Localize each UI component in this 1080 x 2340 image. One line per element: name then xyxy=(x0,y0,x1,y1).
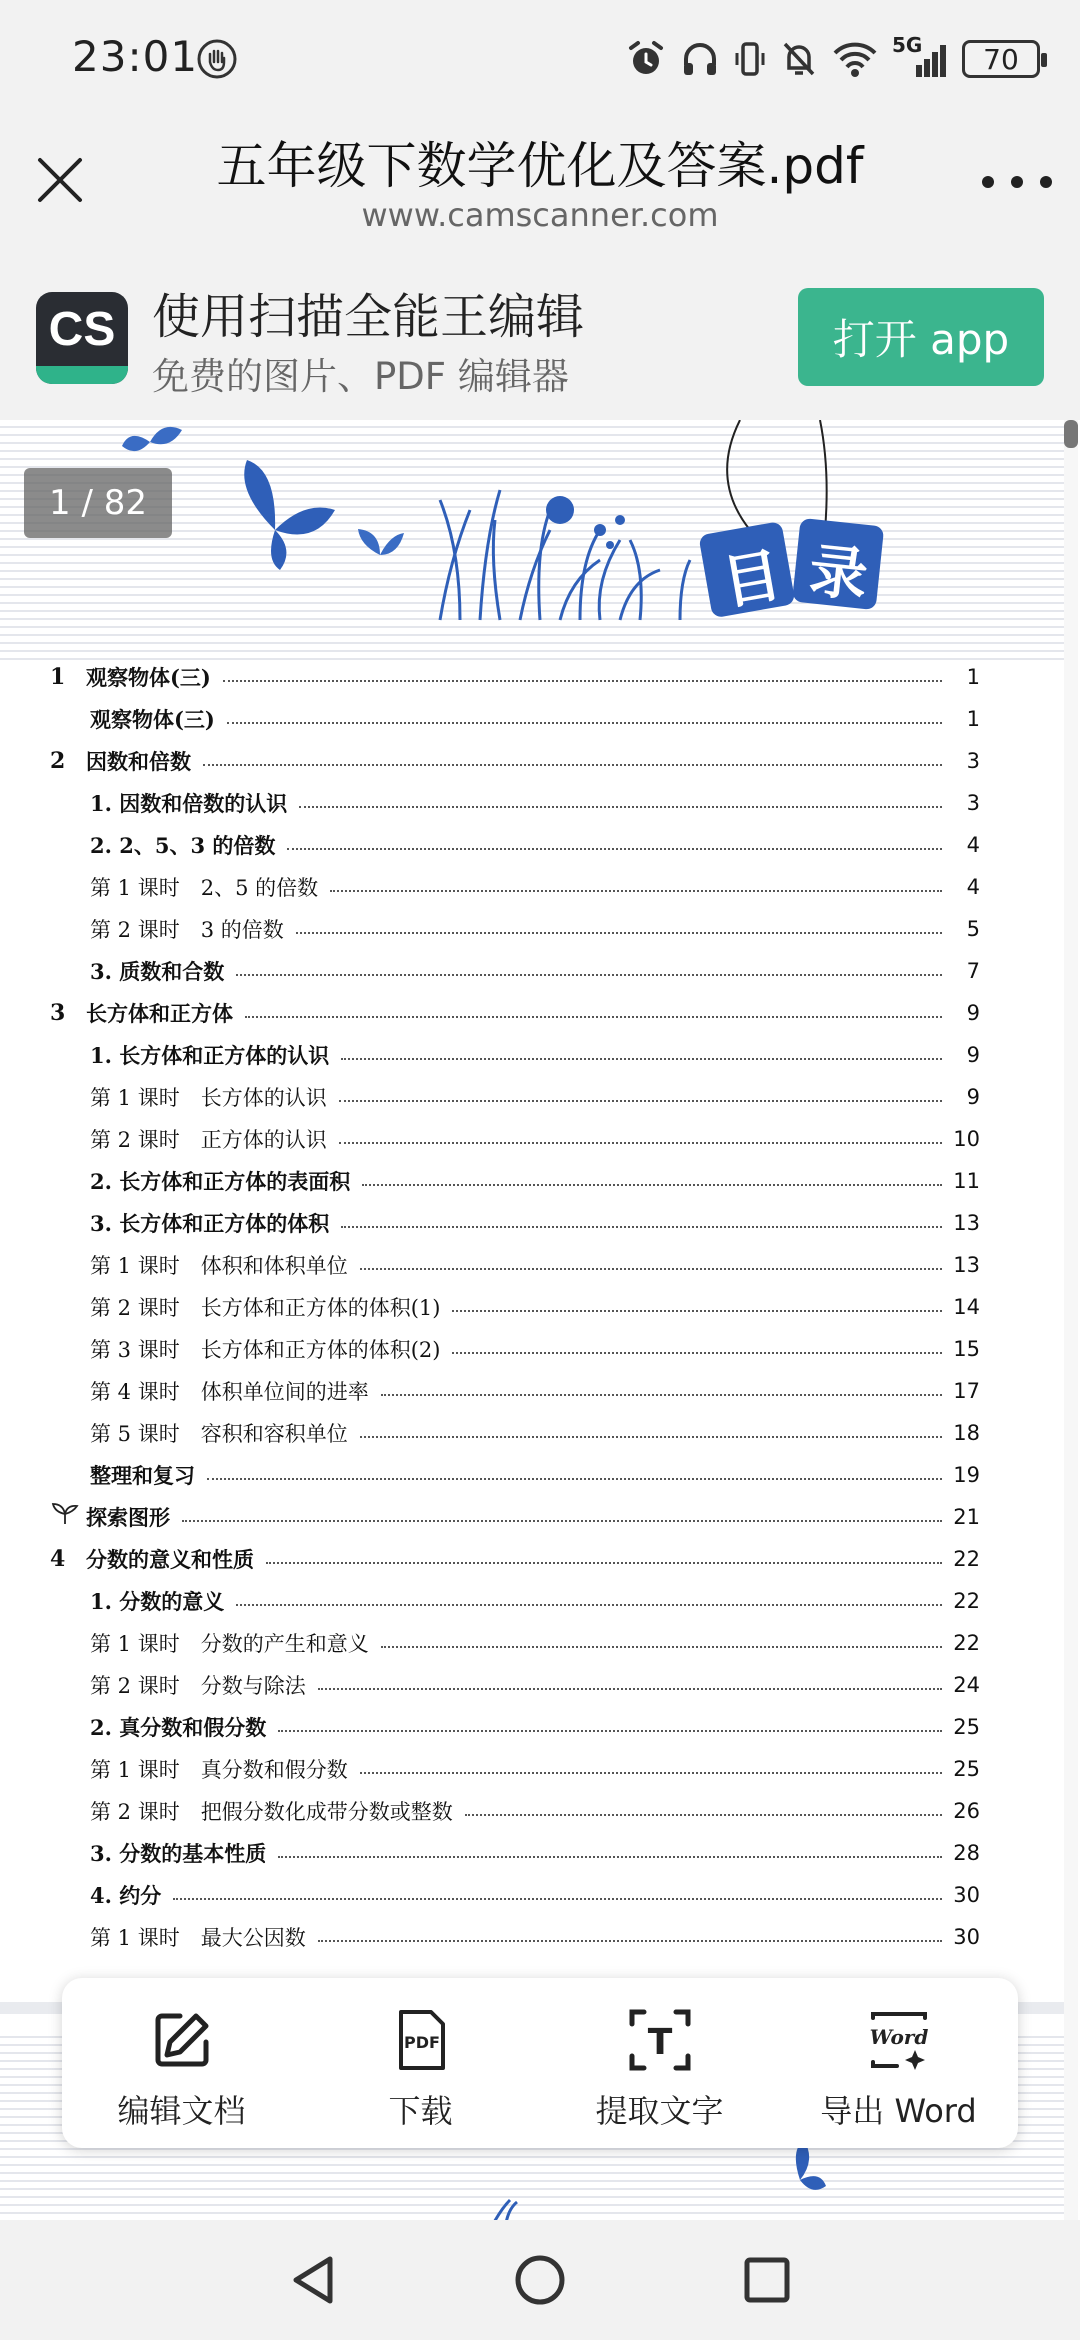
toc-leader-dots xyxy=(341,1226,942,1228)
toc-entry-label: 第 1 课时 分数的产生和意义 xyxy=(90,1632,369,1656)
toc-row[interactable] xyxy=(50,1202,980,1244)
toc-entry-label: 第 1 课时 真分数和假分数 xyxy=(90,1758,348,1782)
toc-entry-label: 2. 2、5、3 的倍数 xyxy=(90,833,276,858)
toc-leader-dots xyxy=(182,1520,942,1522)
toc-leader-dots xyxy=(299,806,942,808)
toc-entry-label: 因数和倍数 xyxy=(86,749,191,774)
headphones-icon xyxy=(680,39,720,79)
toc-page-number: 25 xyxy=(953,1715,980,1739)
toc-page-number: 13 xyxy=(953,1253,980,1277)
document-title: 五年级下数学优化及答案.pdf xyxy=(216,137,864,195)
hand-icon xyxy=(196,38,238,80)
toc-page-number: 9 xyxy=(966,1085,980,1109)
toc-page-number: 3 xyxy=(966,749,980,773)
toc-leader-dots xyxy=(339,1142,942,1144)
toc-leader-dots xyxy=(223,680,942,682)
export-word-label: 导出 Word xyxy=(820,2092,977,2130)
toc-leader-dots xyxy=(278,1856,942,1858)
back-triangle-icon xyxy=(288,2253,338,2307)
toc-leader-dots xyxy=(227,722,942,724)
toc-row[interactable] xyxy=(50,1118,980,1160)
toc-page-number: 19 xyxy=(953,1463,980,1487)
toc-row[interactable] xyxy=(50,1874,980,1916)
toc-page-number: 22 xyxy=(953,1547,980,1571)
toc-entry-label: 3. 分数的基本性质 xyxy=(90,1841,267,1866)
more-options-button[interactable] xyxy=(982,162,1052,202)
toc-entry-label: 1. 长方体和正方体的认识 xyxy=(90,1043,330,1068)
close-icon[interactable] xyxy=(30,150,90,210)
toc-row[interactable] xyxy=(50,1664,980,1706)
toc-entry-label: 第 2 课时 分数与除法 xyxy=(90,1674,306,1698)
toc-entry-label: 第 4 课时 体积单位间的进率 xyxy=(90,1380,369,1404)
toc-row[interactable] xyxy=(50,1748,980,1790)
alarm-icon xyxy=(626,39,666,79)
toc-entry-label: 第 2 课时 长方体和正方体的体积(1) xyxy=(90,1296,441,1320)
toc-row[interactable] xyxy=(50,908,980,950)
toc-row[interactable] xyxy=(50,1538,980,1580)
toc-row[interactable] xyxy=(50,1454,980,1496)
toc-page-number: 11 xyxy=(953,1169,980,1193)
toc-page-number: 30 xyxy=(953,1925,980,1949)
toc-entry-label: 第 2 课时 把假分数化成带分数或整数 xyxy=(90,1800,453,1824)
vibrate-icon xyxy=(734,39,766,79)
toc-entry-label: 2. 真分数和假分数 xyxy=(90,1715,267,1740)
action-toolbar xyxy=(62,1978,1018,2148)
toc-leader-dots xyxy=(278,1730,942,1732)
toc-row[interactable] xyxy=(50,740,980,782)
title-bar xyxy=(0,120,1080,250)
toc-page-number: 30 xyxy=(953,1883,980,1907)
toc-row[interactable] xyxy=(50,1706,980,1748)
toc-chapter-number xyxy=(50,1502,86,1532)
toc-row[interactable] xyxy=(50,1076,980,1118)
cellular-signal xyxy=(892,33,948,79)
toc-row[interactable] xyxy=(50,1160,980,1202)
more-dot-icon xyxy=(1011,176,1023,188)
toc-entry-label: 第 1 课时 长方体的认识 xyxy=(90,1086,327,1110)
export-word-button[interactable] xyxy=(779,1978,1018,2148)
more-dot-icon xyxy=(982,176,994,188)
recents-square-icon xyxy=(742,2255,792,2305)
toc-leader-dots xyxy=(287,848,942,850)
toc-page-number: 7 xyxy=(966,959,980,983)
back-button[interactable] xyxy=(283,2250,343,2310)
toc-page-number: 26 xyxy=(953,1799,980,1823)
pdf-download-icon xyxy=(389,2008,453,2072)
wifi-icon xyxy=(832,39,878,79)
toc-entry-label: 3. 长方体和正方体的体积 xyxy=(90,1211,330,1236)
toc-row[interactable] xyxy=(50,1622,980,1664)
butterfly-icon xyxy=(122,427,182,451)
toc-row[interactable] xyxy=(50,1244,980,1286)
toc-leader-dots xyxy=(236,974,942,976)
toc-page-number: 22 xyxy=(953,1631,980,1655)
edit-icon xyxy=(150,2008,214,2072)
pdf-document-view[interactable] xyxy=(0,420,1080,2220)
home-button[interactable] xyxy=(510,2250,570,2310)
toc-row[interactable] xyxy=(50,866,980,908)
toc-leader-dots xyxy=(207,1478,942,1480)
toc-entry-label: 第 1 课时 体积和体积单位 xyxy=(90,1254,348,1278)
toc-leader-dots xyxy=(452,1352,942,1354)
toc-entry-label: 第 1 课时 最大公因数 xyxy=(90,1926,306,1950)
recents-button[interactable] xyxy=(737,2250,797,2310)
toc-page-number: 21 xyxy=(953,1505,980,1529)
toc-entry-label: 整理和复习 xyxy=(90,1463,195,1488)
toc-leader-dots xyxy=(362,1184,942,1186)
edit-document-button[interactable] xyxy=(62,1978,301,2148)
table-of-contents xyxy=(50,656,980,1958)
toc-page-number: 4 xyxy=(966,875,980,899)
toc-title-char: 目 xyxy=(717,540,787,618)
toc-entry-label: 第 2 课时 3 的倍数 xyxy=(90,918,284,942)
butterfly-icon xyxy=(244,460,335,570)
extract-text-button[interactable] xyxy=(540,1978,779,2148)
toc-row[interactable] xyxy=(50,1916,980,1958)
toc-entry-label: 观察物体(三) xyxy=(90,707,215,732)
toc-leader-dots xyxy=(266,1562,942,1564)
toc-page-number: 14 xyxy=(953,1295,980,1319)
toc-row[interactable] xyxy=(50,698,980,740)
toc-leader-dots xyxy=(339,1100,942,1102)
toc-page-number: 5 xyxy=(966,917,980,941)
toc-row[interactable] xyxy=(50,1580,980,1622)
toc-entry-label: 探索图形 xyxy=(86,1505,170,1530)
toc-page-number: 18 xyxy=(953,1421,980,1445)
toc-chapter-number: 1 xyxy=(50,664,66,690)
toc-page-number: 3 xyxy=(966,791,980,815)
svg-text:T: T xyxy=(647,2022,672,2063)
toc-page-number: 17 xyxy=(953,1379,980,1403)
toc-leader-dots xyxy=(318,1940,942,1942)
toc-row[interactable] xyxy=(50,1412,980,1454)
toc-row[interactable] xyxy=(50,782,980,824)
toc-row[interactable] xyxy=(50,1286,980,1328)
word-export-icon xyxy=(867,2008,931,2072)
battery-indicator xyxy=(962,40,1040,78)
toc-page-number: 1 xyxy=(966,665,980,689)
toc-chapter-number: 3 xyxy=(50,1000,66,1026)
status-time: 23:01 xyxy=(72,32,199,81)
mute-bell-icon xyxy=(780,39,818,79)
toc-entry-label: 第 2 课时 正方体的认识 xyxy=(90,1128,327,1152)
home-circle-icon xyxy=(513,2253,567,2307)
more-dot-icon xyxy=(1040,176,1052,188)
toc-row[interactable] xyxy=(50,992,980,1034)
document-scrollbar[interactable] xyxy=(1064,420,1078,2220)
toc-chapter-number: 2 xyxy=(50,748,66,774)
butterfly-icon xyxy=(358,529,404,555)
toc-page-number: 25 xyxy=(953,1757,980,1781)
toc-leader-dots xyxy=(318,1688,942,1690)
open-app-button[interactable]: 打开 app xyxy=(798,288,1044,386)
extract-text-label: 提取文字 xyxy=(595,2092,724,2130)
download-label: 下载 xyxy=(388,2092,453,2130)
toc-page-number: 22 xyxy=(953,1589,980,1613)
toc-row[interactable] xyxy=(50,1328,980,1370)
toc-entry-label: 3. 质数和合数 xyxy=(90,959,225,984)
system-navigation-bar xyxy=(0,2220,1080,2340)
toc-leader-dots xyxy=(381,1394,942,1396)
toc-page-number: 1 xyxy=(966,707,980,731)
svg-text:PDF: PDF xyxy=(403,2033,440,2052)
sprout-icon xyxy=(50,1502,80,1526)
toc-leader-dots xyxy=(452,1310,942,1312)
toc-leader-dots xyxy=(203,764,942,766)
toc-page-number: 10 xyxy=(953,1127,980,1151)
edit-document-label: 编辑文档 xyxy=(117,2092,246,2130)
toc-page-number: 28 xyxy=(953,1841,980,1865)
toc-row[interactable] xyxy=(50,950,980,992)
toc-leader-dots xyxy=(360,1268,942,1270)
status-icons xyxy=(626,34,1040,84)
toc-row[interactable] xyxy=(50,824,980,866)
app-promo-banner xyxy=(0,250,1080,420)
camscanner-logo xyxy=(36,292,128,384)
toc-page-number: 15 xyxy=(953,1337,980,1361)
toc-leader-dots xyxy=(465,1814,942,1816)
toc-entry-label: 2. 长方体和正方体的表面积 xyxy=(90,1169,351,1194)
toc-title-char: 录 xyxy=(806,536,871,610)
status-bar xyxy=(0,0,1080,120)
flower-illustration xyxy=(546,496,625,549)
toc-row[interactable] xyxy=(50,1790,980,1832)
page-indicator: 1 / 82 xyxy=(24,468,172,538)
battery-level: 70 xyxy=(983,42,1019,76)
network-type: 5G xyxy=(892,33,923,57)
toc-leader-dots xyxy=(360,1772,942,1774)
toc-leader-dots xyxy=(245,1016,942,1018)
toc-leader-dots xyxy=(330,890,942,892)
scroll-thumb[interactable] xyxy=(1064,420,1078,448)
toc-row[interactable] xyxy=(50,1832,980,1874)
toc-entry-label: 1. 因数和倍数的认识 xyxy=(90,791,288,816)
logo-stripe xyxy=(36,366,128,384)
banner-title: 使用扫描全能王编辑 xyxy=(152,289,585,345)
toc-row[interactable] xyxy=(50,1034,980,1076)
toc-leader-dots xyxy=(173,1898,942,1900)
toc-entry-label: 第 5 课时 容积和容积单位 xyxy=(90,1422,348,1446)
logo-text: CS xyxy=(48,303,116,356)
toc-entry-label: 长方体和正方体 xyxy=(86,1001,233,1026)
toc-row[interactable] xyxy=(50,1370,980,1412)
toc-page-number: 9 xyxy=(966,1001,980,1025)
toc-leader-dots xyxy=(381,1646,942,1648)
toc-leader-dots xyxy=(296,932,942,934)
toc-entry-label: 1. 分数的意义 xyxy=(90,1589,225,1614)
toc-page-number: 24 xyxy=(953,1673,980,1697)
banner-subtitle: 免费的图片、PDF 编辑器 xyxy=(152,355,569,398)
toc-entry-label: 分数的意义和性质 xyxy=(86,1547,254,1572)
extract-text-icon xyxy=(628,2008,692,2072)
toc-page-number: 9 xyxy=(966,1043,980,1067)
toc-entry-label: 观察物体(三) xyxy=(86,665,211,690)
toc-leader-dots xyxy=(341,1058,942,1060)
toc-chapter-number: 4 xyxy=(50,1546,66,1572)
toc-row[interactable] xyxy=(50,656,980,698)
toc-entry-label: 第 1 课时 2、5 的倍数 xyxy=(90,876,319,900)
toc-leader-dots xyxy=(236,1604,942,1606)
toc-page-number: 13 xyxy=(953,1211,980,1235)
toc-header-illustration xyxy=(0,420,1064,660)
toc-entry-label: 第 3 课时 长方体和正方体的体积(2) xyxy=(90,1338,441,1362)
signal-bars-icon xyxy=(892,39,948,79)
download-button[interactable] xyxy=(301,1978,540,2148)
document-source-url: www.camscanner.com xyxy=(361,196,719,234)
toc-entry-label: 4. 约分 xyxy=(90,1883,162,1908)
toc-row[interactable] xyxy=(50,1496,980,1538)
toc-leader-dots xyxy=(360,1436,942,1438)
toc-page-number: 4 xyxy=(966,833,980,857)
svg-text:Word: Word xyxy=(869,2025,928,2049)
